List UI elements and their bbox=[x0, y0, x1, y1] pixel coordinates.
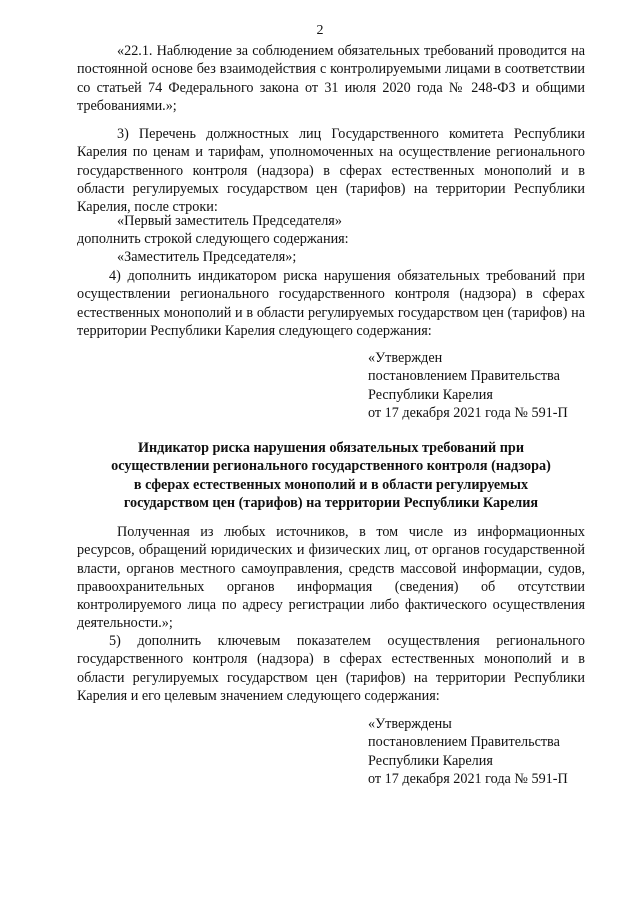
indicator-title bbox=[77, 439, 585, 512]
quote-first-deputy: «Первый заместитель Председателя» bbox=[117, 213, 342, 229]
indicator-body: Полученная из любых источников, в том числе из информационных ресурсов, обращений юридических и физических лиц, от органов государственной власти, органов местного самоуправления, средств массовой информации, судов, правоохранительных органов информация (сведения) об отсутствии контролируемого лица по адресу регистрации либо фактического осуществления деятельности.»; bbox=[77, 524, 585, 632]
page-number: 2 bbox=[316, 23, 324, 38]
stamp-line: «Утвержден bbox=[368, 350, 443, 366]
title-line: государством цен (тарифов) на территории Республики Карелия bbox=[123, 494, 539, 511]
stamp-line: от 17 декабря 2021 года № 591-П bbox=[368, 404, 568, 421]
title-line: Индикатор риска нарушения обязательных требований при bbox=[137, 440, 525, 456]
supplement-line: дополнить строкой следующего содержания: bbox=[77, 231, 349, 247]
approval-stamp-2 bbox=[368, 715, 608, 788]
stamp-line: постановлением Правительства bbox=[368, 734, 560, 751]
stamp-line: от 17 декабря 2021 года № 591-П bbox=[368, 770, 568, 787]
stamp-line: Республики Карелия bbox=[368, 752, 493, 769]
item-4-indicator: 4) дополнить индикатором риска нарушения обязательных требований при осуществлении регионального государственного контроля (надзора) в сферах естественных монополий и в области регулируемых государством цен (тарифов) на территории Республики Карелия следующего содержания: bbox=[77, 268, 585, 339]
quote-deputy: «Заместитель Председателя»; bbox=[117, 249, 297, 265]
stamp-line: «Утверждены bbox=[368, 716, 452, 732]
stamp-line: Республики Карелия bbox=[368, 386, 493, 403]
stamp-line: постановлением Правительства bbox=[368, 368, 560, 385]
approval-stamp-1 bbox=[368, 349, 608, 422]
paragraph-22-1: «22.1. Наблюдение за соблюдением обязательных требований проводится на постоянной основе без взаимодействия с контролируемыми лицами в соответствии со статьей 74 Федерального закона от 31 июля 2020 года № 248-ФЗ и общими требованиями.»; bbox=[77, 43, 585, 114]
item-3-officials-list: 3) Перечень должностных лиц Государственного комитета Республики Карелия по ценам и тарифам, уполномоченных на осуществление регионального государственного контроля (надзора) в сферах естественных монополий и в области регулируемых государством цен (тарифов) на территории Республики Карелия, после строки: bbox=[77, 126, 585, 216]
item-5-key-indicator: 5) дополнить ключевым показателем осуществления регионального государственного контроля (надзора) в сферах естественных монополий и в области регулируемых государством цен (тарифов) на территории Республики Карелия и его целевым значением следующего содержания: bbox=[77, 633, 585, 704]
title-line: в сферах естественных монополий и в области регулируемых bbox=[133, 476, 529, 493]
title-line: осуществлении регионального государственного контроля (надзора) bbox=[111, 458, 551, 475]
